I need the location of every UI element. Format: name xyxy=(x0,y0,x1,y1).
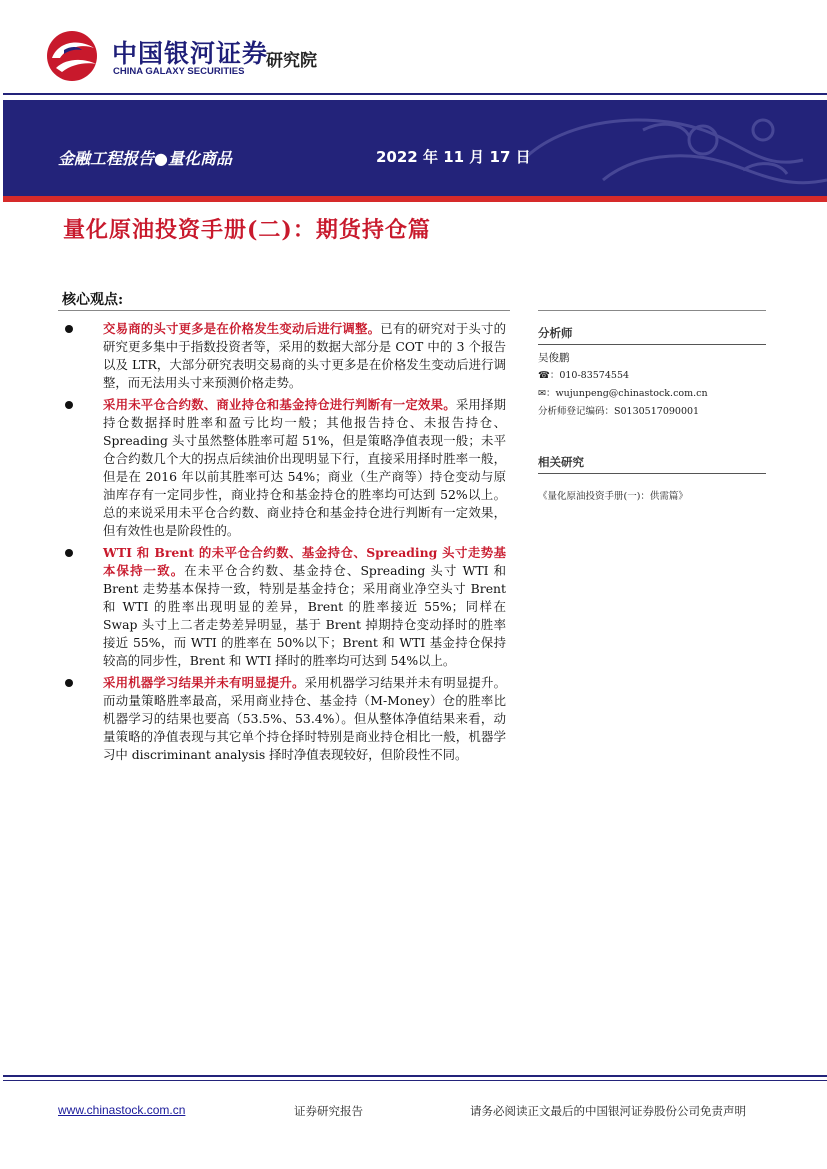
brand-name-en: CHINA GALAXY SECURITIES xyxy=(113,66,245,77)
bullet-dot-icon xyxy=(65,401,73,409)
core-viewpoints-label: 核心观点: xyxy=(62,292,124,308)
bullet-dot-icon xyxy=(65,679,73,687)
analyst-name: 吴俊鹏 xyxy=(538,352,570,364)
header-red-stripe xyxy=(3,196,827,202)
related-research-heading: 相关研究 xyxy=(538,454,766,474)
institute-label: 研究院 xyxy=(266,51,317,71)
bullet-dot-icon xyxy=(65,549,73,557)
footer-report-type: 证券研究报告 xyxy=(294,1104,363,1118)
header-rule xyxy=(3,93,827,95)
analyst-registration: 分析师登记编码：S0130517090001 xyxy=(538,406,700,417)
footer-disclaimer: 请务必阅读正文最后的中国银河证券股份公司免责声明 xyxy=(470,1104,746,1118)
bullet-highlight: 采用机器学习结果并未有明显提升。 xyxy=(103,675,305,690)
report-date: 2022 年 11 月 17 日 xyxy=(376,148,531,166)
related-research-item[interactable]: 《量化原油投资手册(一)：供需篇》 xyxy=(538,491,688,502)
galaxy-logo-icon xyxy=(44,28,104,84)
bullet-highlight: 交易商的头寸更多是在价格发生变动后进行调整。 xyxy=(103,321,381,336)
related-research-panel xyxy=(538,454,766,506)
bullet-text: 在未平仓合约数、基金持仓、Spreading 头寸 WTI 和 Brent 走势基本保持一致，特别是基金持仓；采用商业净空头寸 Brent 和 WTI 的胜率出现明显的差异，Brent 的胜率接近 55%；同样在 Swap 头寸上二者走势差异明显，基于 Brent 掉期持仓变动择时的胜率接近 55%，而 WTI 的胜率在 50%以下；Brent 和 WTI 基金持仓保持较高的同步性，Brent 和 WTI 择时的胜率均可达到 54%以上。 xyxy=(103,563,506,668)
bullet-text: 采用机器学习结果并未有明显提升。而动量策略胜率最高，采用商业持仓、基金持（M-Money）仓的胜率比机器学习的结果也要高（53.5%、53.4%）。但从整体净值结果来看，动量策略的净值表现与其它单个持仓择时特别是商业持仓相比一般，机器学习中 discriminant analysis 择时净值表现较好，但阶段性不同。 xyxy=(103,675,507,762)
bullet-dot-icon xyxy=(65,325,73,333)
bullet-item xyxy=(62,674,506,764)
analyst-panel xyxy=(538,310,766,421)
brand-name-cn: 中国银河证券 xyxy=(112,39,269,68)
report-category: 金融工程报告●量化商品 xyxy=(58,149,232,168)
website-link[interactable]: www.chinastock.com.cn xyxy=(58,1103,186,1117)
core-bullet-list xyxy=(62,320,506,768)
footer-rule xyxy=(3,1075,827,1077)
bullet-text: 已有的研究对于头寸的研究更多集中于指数投资者等，采用的数据大部分是 COT 中的 3 个报告以及 LTR，大部分研究表明交易商的头寸更多是在价格发生变动后进行调整，而无法用头寸来预测价格走势。 xyxy=(103,321,507,390)
core-rule xyxy=(58,310,510,311)
bullet-highlight: WTI 和 Brent 的未平仓合约数、基金持仓、Spreading 头寸走势基本保持一致。 xyxy=(103,545,506,578)
analyst-heading: 分析师 xyxy=(538,325,766,345)
analyst-email[interactable]: ✉：wujunpeng@chinastock.com.cn xyxy=(538,388,708,399)
report-title: 量化原油投资手册(二)：期货持仓篇 xyxy=(63,217,431,243)
analyst-phone: ☎：010-83574554 xyxy=(538,370,630,381)
bullet-highlight: 采用未平仓合约数、商业持仓和基金持仓进行判断有一定效果。 xyxy=(103,397,456,412)
bullet-item xyxy=(62,544,506,670)
bullet-text: 采用择期持仓数据择时胜率和盈亏比均一般；其他报告持仓、未报告持仓、Spreading 头寸虽然整体胜率可超 51%，但是策略净值表现一般；未平仓合约数几个大的拐点后续油价出现明显下行，直接采用择时胜率一般，但是在 2016 年以前其胜率可达 54%；商业（生产商等）持仓变动与原油库存有一定同步性，商业持仓和基金持仓的胜率均可达到 52%以上。总的来说采用未平仓合约数、商业持仓和基金持仓进行判断有一定效果，但有效性也是阶段性的。 xyxy=(103,397,507,538)
bullet-item xyxy=(62,320,506,392)
footer-rule xyxy=(3,1080,827,1081)
bullet-item xyxy=(62,396,506,540)
